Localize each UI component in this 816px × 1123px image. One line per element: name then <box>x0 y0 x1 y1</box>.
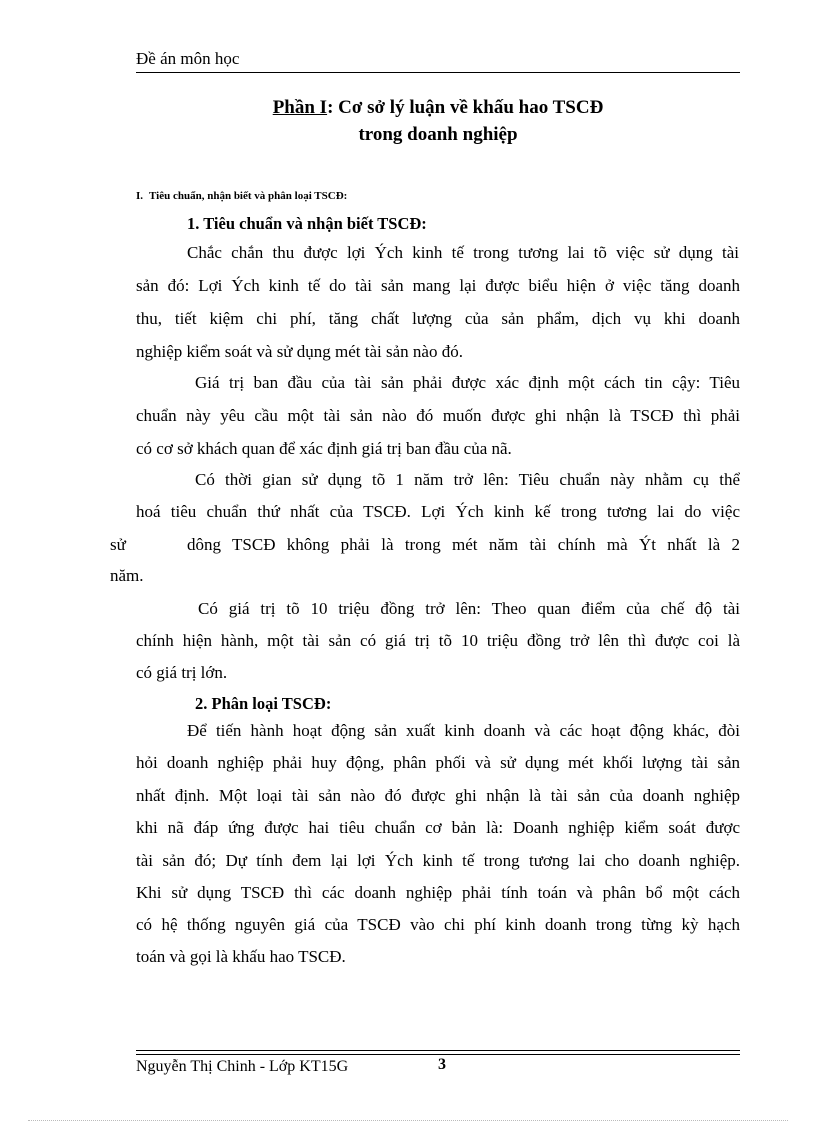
paragraph-line: hỏi doanh nghiệp phải huy động, phân phối và sử dụng mét khối lượng tài sản <box>136 753 740 772</box>
footer-rule <box>136 1054 740 1055</box>
section-title: Tiêu chuẩn, nhận biết và phân loại TSCĐ: <box>149 190 348 202</box>
paragraph-line: thu, tiết kiệm chi phí, tăng chất lượng của sản phẩm, dịch vụ khi doanh <box>136 309 740 328</box>
paragraph-line: sản đó: Lợi Ých kinh tế do tài sản mang lại được biểu hiện ở việc tăng doanh <box>136 276 740 295</box>
paragraph-line: có giá trị lớn. <box>136 663 228 682</box>
paragraph-line: chính hiện hành, một tài sản có giá trị tõ 10 triệu đồng trở lên thì được coi là <box>136 631 740 650</box>
part-label: Phần I <box>272 97 328 118</box>
page-title-line-2: trong doanh nghiệp <box>358 124 518 145</box>
paragraph-line: hoá tiêu chuẩn thứ nhất của TSCĐ. Lợi Ých kinh kế trong tương lai do việc <box>136 502 740 521</box>
page-number: 3 <box>438 1056 446 1073</box>
paragraph-line: Để tiến hành hoạt động sản xuất kinh doanh và các hoạt động khác, đòi <box>187 721 740 740</box>
paragraph-line: Có giá trị tõ 10 triệu đồng trở lên: Theo quan điểm của chế độ tài <box>198 599 740 618</box>
paragraph-line: có cơ sở khách quan để xác định giá trị ban đầu của nã. <box>136 439 512 458</box>
footer-rule <box>136 1050 740 1051</box>
subsection-1-heading: 1. Tiêu chuẩn và nhận biết TSCĐ: <box>187 214 427 233</box>
paragraph-line: sử <box>110 535 126 554</box>
paragraph-line: toán và gọi là khấu hao TSCĐ. <box>136 947 346 966</box>
paragraph-line: năm. <box>110 566 144 585</box>
subsection-2-heading: 2. Phân loại TSCĐ: <box>195 694 332 713</box>
paragraph-line: khi nã đáp ứng được hai tiêu chuẩn cơ bản là: Doanh nghiệp kiểm soát được <box>136 818 740 837</box>
paragraph-line: nghiệp kiểm soát và sử dụng mét tài sản nào đó. <box>136 342 463 361</box>
paragraph-line: Có thời gian sử dụng tõ 1 năm trở lên: Tiêu chuẩn này nhằm cụ thể <box>195 470 740 489</box>
paragraph-line: nhất định. Một loại tài sản nào đó được ghi nhận là tài sản của doanh nghiệp <box>136 786 740 805</box>
footer-author: Nguyễn Thị Chinh - Lớp KT15G <box>136 1058 349 1075</box>
page-title-line-1 <box>136 97 740 119</box>
paragraph-line: tài sản đó; Dự tính đem lại lợi Ých kinh tế trong tương lai cho doanh nghiệp. <box>136 851 740 870</box>
title-rest: : Cơ sở lý luận về khấu hao TSCĐ <box>327 97 604 118</box>
section-heading <box>136 190 347 202</box>
paragraph-line: Chắc chắn thu được lợi Ých kinh tế trong tương lai tõ việc sử dụng tài <box>187 243 739 262</box>
paragraph-line: Khi sử dụng TSCĐ thì các doanh nghiệp phải tính toán và phân bổ một cách <box>136 883 740 902</box>
section-number: I. <box>136 190 144 202</box>
header-rule <box>136 72 740 73</box>
paragraph-line: dông TSCĐ không phải là trong mét năm tài chính mà Ýt nhất là 2 <box>187 535 740 554</box>
bottom-dotted-border <box>28 1120 788 1121</box>
page-header: Đề án môn học <box>136 49 240 68</box>
paragraph-line: có hệ thống nguyên giá của TSCĐ vào chi phí kinh doanh trong từng kỳ hạch <box>136 915 740 934</box>
paragraph-line: chuẩn này yêu cầu một tài sản nào đó muốn được ghi nhận là TSCĐ thì phải <box>136 406 740 425</box>
paragraph-line: Giá trị ban đầu của tài sản phải được xác định một cách tin cậy: Tiêu <box>195 373 740 392</box>
